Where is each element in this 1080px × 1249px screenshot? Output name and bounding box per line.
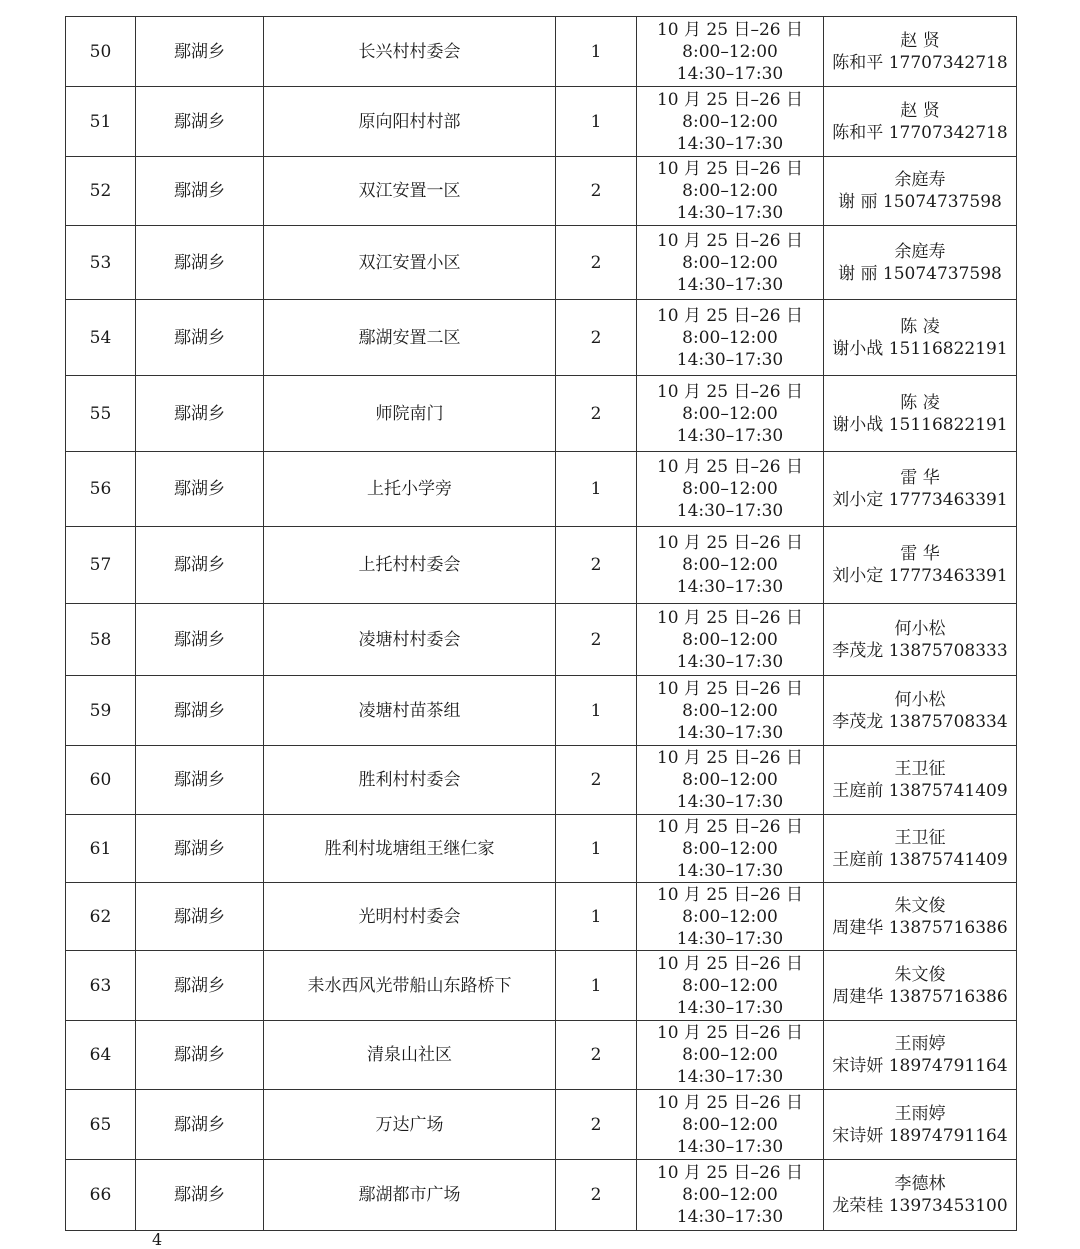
- table-row: [66, 17, 1017, 87]
- contact-cell-leader: 雷 华: [900, 468, 940, 488]
- count-cell: [556, 87, 637, 157]
- time-cell: [637, 604, 824, 676]
- site-cell: [264, 452, 556, 527]
- time-cell-am: 8:00–12:00: [682, 479, 778, 499]
- row-number-cell-no: 54: [89, 327, 112, 348]
- time-cell-am: 8:00–12:00: [682, 1185, 778, 1205]
- count-cell-count: 1: [590, 111, 602, 132]
- contact-cell: [824, 604, 1017, 676]
- site-cell: [264, 883, 556, 951]
- row-number-cell-no: 64: [89, 1045, 112, 1065]
- site-cell: [264, 17, 556, 87]
- time-cell-am: 8:00–12:00: [682, 629, 778, 650]
- row-number-cell-no: 62: [89, 906, 112, 927]
- row-number-cell-no: 58: [89, 629, 112, 650]
- contact-cell-leader: 何小松: [894, 618, 946, 639]
- table-row: [66, 300, 1017, 376]
- time-cell-date: 10 月 25 日–26 日: [656, 230, 803, 251]
- table-row: [66, 1160, 1017, 1231]
- time-cell-am: 8:00–12:00: [682, 700, 778, 721]
- town-cell-town: 鄢湖乡: [174, 770, 225, 790]
- contact-cell: [824, 157, 1017, 226]
- time-cell-am: 8:00–12:00: [682, 555, 778, 575]
- time-cell: [637, 376, 824, 452]
- time-cell-am: 8:00–12:00: [682, 111, 778, 132]
- contact-cell: [824, 300, 1017, 376]
- time-cell-am: 8:00–12:00: [682, 181, 778, 201]
- row-number-cell-no: 60: [89, 770, 112, 790]
- site-cell-site: 凌塘村苗茶组: [358, 700, 461, 721]
- page-number: 4: [152, 1230, 163, 1249]
- time-cell-pm: 14:30–17:30: [676, 425, 784, 446]
- town-cell: [136, 746, 264, 815]
- time-cell-date: 10 月 25 日–26 日: [656, 381, 803, 402]
- site-cell-site: 胜利村村委会: [358, 770, 461, 790]
- contact-cell-contact: 刘小定 17773463391: [832, 566, 1008, 586]
- row-number-cell-no: 53: [89, 252, 112, 273]
- contact-cell-contact: 谢 丽 15074737598: [838, 192, 1002, 212]
- time-cell: [637, 676, 824, 746]
- contact-cell: [824, 1160, 1017, 1231]
- contact-cell-contact: 谢小战 15116822191: [832, 338, 1008, 359]
- row-number-cell-no: 63: [89, 975, 112, 996]
- row-number-cell: [66, 951, 136, 1021]
- town-cell: [136, 604, 264, 676]
- count-cell-count: 2: [590, 1045, 602, 1065]
- table-row: [66, 951, 1017, 1021]
- town-cell: [136, 376, 264, 452]
- site-cell-site: 师院南门: [375, 403, 444, 424]
- time-cell-pm: 14:30–17:30: [676, 1136, 784, 1157]
- time-cell: [637, 452, 824, 527]
- town-cell: [136, 1021, 264, 1090]
- count-cell: [556, 17, 637, 87]
- count-cell-count: 1: [590, 838, 602, 859]
- time-cell-date: 10 月 25 日–26 日: [656, 816, 803, 837]
- row-number-cell: [66, 376, 136, 452]
- site-cell: [264, 300, 556, 376]
- time-cell-pm: 14:30–17:30: [676, 1207, 784, 1227]
- time-cell: [637, 746, 824, 815]
- site-cell: [264, 1021, 556, 1090]
- table-row: [66, 226, 1017, 300]
- contact-cell-contact: 王庭前 13875741409: [832, 781, 1008, 801]
- contact-cell-leader: 赵 贤: [900, 100, 940, 121]
- row-number-cell-no: 56: [89, 479, 112, 499]
- town-cell: [136, 1160, 264, 1231]
- contact-cell-contact: 周建华 13875716386: [832, 986, 1008, 1007]
- row-number-cell: [66, 87, 136, 157]
- time-cell-date: 10 月 25 日–26 日: [656, 89, 803, 110]
- time-cell-date: 10 月 25 日–26 日: [656, 884, 803, 905]
- contact-cell-leader: 朱文俊: [894, 895, 946, 916]
- site-cell-site: 耒水西风光带船山东路桥下: [307, 975, 512, 996]
- time-cell: [637, 527, 824, 604]
- site-cell-site: 凌塘村村委会: [358, 629, 461, 650]
- count-cell-count: 2: [590, 629, 602, 650]
- table-row: [66, 676, 1017, 746]
- row-number-cell-no: 61: [89, 838, 112, 859]
- site-cell-site: 胜利村垅塘组王继仁家: [324, 838, 495, 859]
- town-cell-town: 鄢湖乡: [174, 700, 225, 721]
- time-cell-date: 10 月 25 日–26 日: [656, 19, 803, 40]
- count-cell: [556, 300, 637, 376]
- site-cell: [264, 527, 556, 604]
- row-number-cell-no: 52: [89, 181, 112, 201]
- table-row: [66, 87, 1017, 157]
- town-cell-town: 鄢湖乡: [174, 403, 225, 424]
- contact-cell: [824, 815, 1017, 883]
- time-cell-pm: 14:30–17:30: [676, 349, 784, 370]
- time-cell-pm: 14:30–17:30: [676, 928, 784, 949]
- count-cell: [556, 815, 637, 883]
- count-cell: [556, 226, 637, 300]
- contact-cell-contact: 刘小定 17773463391: [832, 490, 1008, 510]
- row-number-cell: [66, 17, 136, 87]
- site-cell: [264, 746, 556, 815]
- time-cell: [637, 883, 824, 951]
- site-cell-site: 双江安置一区: [358, 181, 461, 201]
- time-cell-date: 10 月 25 日–26 日: [656, 1092, 803, 1113]
- time-cell-am: 8:00–12:00: [682, 770, 778, 790]
- count-cell-count: 1: [590, 41, 602, 62]
- count-cell: [556, 527, 637, 604]
- time-cell-date: 10 月 25 日–26 日: [656, 305, 803, 326]
- site-cell: [264, 226, 556, 300]
- time-cell-am: 8:00–12:00: [682, 1045, 778, 1065]
- time-cell: [637, 17, 824, 87]
- site-cell: [264, 604, 556, 676]
- town-cell-town: 鄢湖乡: [174, 838, 225, 859]
- table-row: [66, 452, 1017, 527]
- time-cell: [637, 226, 824, 300]
- row-number-cell: [66, 1090, 136, 1160]
- time-cell: [637, 1090, 824, 1160]
- contact-cell-leader: 陈 凌: [900, 316, 940, 337]
- site-cell-site: 上托小学旁: [367, 479, 452, 499]
- row-number-cell: [66, 883, 136, 951]
- town-cell-town: 鄢湖乡: [174, 1114, 225, 1135]
- time-cell-date: 10 月 25 日–26 日: [656, 159, 803, 179]
- count-cell: [556, 1090, 637, 1160]
- row-number-cell: [66, 1021, 136, 1090]
- site-cell-site: 上托村村委会: [358, 555, 461, 575]
- row-number-cell-no: 65: [89, 1114, 112, 1135]
- count-cell: [556, 376, 637, 452]
- time-cell-pm: 14:30–17:30: [676, 133, 784, 154]
- count-cell-count: 1: [590, 479, 602, 499]
- town-cell: [136, 815, 264, 883]
- contact-cell-leader: 余庭寿: [894, 241, 946, 262]
- time-cell-pm: 14:30–17:30: [676, 651, 784, 672]
- town-cell: [136, 157, 264, 226]
- time-cell: [637, 300, 824, 376]
- count-cell-count: 2: [590, 1114, 602, 1135]
- contact-cell-contact: 宋诗妍 18974791164: [832, 1056, 1008, 1076]
- contact-cell-contact: 陈和平 17707342718: [832, 122, 1008, 143]
- count-cell-count: 2: [590, 252, 602, 273]
- contact-cell: [824, 452, 1017, 527]
- table-row: [66, 1090, 1017, 1160]
- time-cell-am: 8:00–12:00: [682, 41, 778, 62]
- site-cell: [264, 87, 556, 157]
- table-row: [66, 157, 1017, 226]
- count-cell-count: 1: [590, 906, 602, 927]
- count-cell: [556, 1160, 637, 1231]
- site-cell-site: 光明村村委会: [358, 906, 461, 927]
- contact-cell: [824, 951, 1017, 1021]
- town-cell: [136, 527, 264, 604]
- contact-cell-leader: 余庭寿: [894, 170, 946, 190]
- time-cell-date: 10 月 25 日–26 日: [656, 953, 803, 974]
- time-cell-pm: 14:30–17:30: [676, 860, 784, 881]
- contact-cell-leader: 王雨婷: [894, 1034, 946, 1054]
- time-cell: [637, 815, 824, 883]
- time-cell-date: 10 月 25 日–26 日: [656, 457, 803, 477]
- count-cell: [556, 676, 637, 746]
- town-cell-town: 鄢湖乡: [174, 1045, 225, 1065]
- time-cell-pm: 14:30–17:30: [676, 63, 784, 84]
- town-cell: [136, 452, 264, 527]
- time-cell-am: 8:00–12:00: [682, 327, 778, 348]
- row-number-cell-no: 51: [89, 111, 112, 132]
- count-cell: [556, 157, 637, 226]
- time-cell: [637, 157, 824, 226]
- contact-cell-contact: 谢小战 15116822191: [832, 414, 1008, 435]
- count-cell: [556, 452, 637, 527]
- town-cell: [136, 676, 264, 746]
- contact-cell-contact: 宋诗妍 18974791164: [832, 1125, 1008, 1146]
- town-cell-town: 鄢湖乡: [174, 327, 225, 348]
- town-cell-town: 鄢湖乡: [174, 629, 225, 650]
- row-number-cell-no: 50: [89, 41, 112, 62]
- count-cell-count: 1: [590, 700, 602, 721]
- count-cell: [556, 604, 637, 676]
- contact-cell: [824, 1090, 1017, 1160]
- site-cell-site: 鄢湖都市广场: [358, 1185, 461, 1205]
- count-cell-count: 1: [590, 975, 602, 996]
- count-cell-count: 2: [590, 403, 602, 424]
- table-row: [66, 376, 1017, 452]
- site-cell: [264, 951, 556, 1021]
- town-cell: [136, 1090, 264, 1160]
- time-cell-date: 10 月 25 日–26 日: [656, 748, 803, 768]
- contact-cell-contact: 王庭前 13875741409: [832, 849, 1008, 870]
- time-cell-am: 8:00–12:00: [682, 1114, 778, 1135]
- town-cell-town: 鄢湖乡: [174, 975, 225, 996]
- town-cell: [136, 300, 264, 376]
- time-cell: [637, 87, 824, 157]
- time-cell-pm: 14:30–17:30: [676, 274, 784, 295]
- contact-cell-contact: 李茂龙 13875708333: [832, 640, 1008, 661]
- contact-cell-contact: 谢 丽 15074737598: [838, 263, 1002, 284]
- count-cell-count: 2: [590, 181, 602, 201]
- town-cell: [136, 17, 264, 87]
- contact-cell: [824, 87, 1017, 157]
- time-cell-pm: 14:30–17:30: [676, 577, 784, 597]
- site-cell-site: 清泉山社区: [367, 1045, 452, 1065]
- town-cell-town: 鄢湖乡: [174, 906, 225, 927]
- contact-cell-contact: 陈和平 17707342718: [832, 52, 1008, 73]
- row-number-cell: [66, 815, 136, 883]
- contact-cell: [824, 1021, 1017, 1090]
- contact-cell-leader: 朱文俊: [894, 964, 946, 985]
- table-row: [66, 883, 1017, 951]
- contact-cell: [824, 746, 1017, 815]
- contact-cell: [824, 527, 1017, 604]
- contact-cell-leader: 王卫征: [894, 759, 946, 779]
- time-cell-date: 10 月 25 日–26 日: [656, 1023, 803, 1043]
- table-row: [66, 815, 1017, 883]
- town-cell-town: 鄢湖乡: [174, 1185, 225, 1205]
- site-cell: [264, 676, 556, 746]
- time-cell-date: 10 月 25 日–26 日: [656, 1163, 803, 1183]
- contact-cell-leader: 王雨婷: [894, 1103, 946, 1124]
- time-cell-pm: 14:30–17:30: [676, 1067, 784, 1087]
- contact-cell: [824, 883, 1017, 951]
- contact-cell: [824, 676, 1017, 746]
- count-cell: [556, 746, 637, 815]
- count-cell-count: 2: [590, 327, 602, 348]
- town-cell: [136, 951, 264, 1021]
- contact-cell: [824, 376, 1017, 452]
- count-cell: [556, 951, 637, 1021]
- site-cell-site: 万达广场: [375, 1114, 444, 1135]
- site-cell-site: 鄢湖安置二区: [358, 327, 461, 348]
- row-number-cell: [66, 300, 136, 376]
- town-cell-town: 鄢湖乡: [174, 252, 225, 273]
- table-row: [66, 746, 1017, 815]
- row-number-cell: [66, 746, 136, 815]
- row-number-cell-no: 59: [89, 700, 112, 721]
- town-cell-town: 鄢湖乡: [174, 479, 225, 499]
- row-number-cell: [66, 604, 136, 676]
- row-number-cell: [66, 452, 136, 527]
- table-body: [66, 17, 1017, 1231]
- time-cell-am: 8:00–12:00: [682, 403, 778, 424]
- site-cell: [264, 157, 556, 226]
- contact-cell-leader: 王卫征: [894, 827, 946, 848]
- time-cell-date: 10 月 25 日–26 日: [656, 607, 803, 628]
- row-number-cell: [66, 226, 136, 300]
- contact-cell-leader: 雷 华: [900, 544, 940, 564]
- contact-cell-leader: 陈 凌: [900, 392, 940, 413]
- site-cell: [264, 376, 556, 452]
- town-cell: [136, 87, 264, 157]
- time-cell-am: 8:00–12:00: [682, 252, 778, 273]
- contact-cell-contact: 李茂龙 13875708334: [832, 711, 1008, 732]
- town-cell-town: 鄢湖乡: [174, 111, 225, 132]
- contact-cell-leader: 赵 贤: [900, 30, 940, 51]
- table-row: [66, 604, 1017, 676]
- row-number-cell: [66, 676, 136, 746]
- site-cell-site: 双江安置小区: [358, 252, 461, 273]
- time-cell-date: 10 月 25 日–26 日: [656, 678, 803, 699]
- contact-cell: [824, 226, 1017, 300]
- time-cell-pm: 14:30–17:30: [676, 501, 784, 521]
- row-number-cell: [66, 1160, 136, 1231]
- town-cell-town: 鄢湖乡: [174, 181, 225, 201]
- time-cell-date: 10 月 25 日–26 日: [656, 533, 803, 553]
- contact-cell-contact: 周建华 13875716386: [832, 917, 1008, 938]
- town-cell: [136, 226, 264, 300]
- contact-cell-leader: 李德林: [894, 1174, 946, 1194]
- time-cell-pm: 14:30–17:30: [676, 203, 784, 223]
- site-cell-site: 长兴村村委会: [358, 41, 461, 62]
- town-cell-town: 鄢湖乡: [174, 41, 225, 62]
- table-row: [66, 527, 1017, 604]
- time-cell-pm: 14:30–17:30: [676, 792, 784, 812]
- time-cell-am: 8:00–12:00: [682, 838, 778, 859]
- contact-cell: [824, 17, 1017, 87]
- time-cell: [637, 951, 824, 1021]
- count-cell-count: 2: [590, 555, 602, 575]
- row-number-cell-no: 57: [89, 555, 112, 575]
- time-cell: [637, 1160, 824, 1231]
- site-cell: [264, 1090, 556, 1160]
- contact-cell-contact: 龙荣桂 13973453100: [832, 1196, 1008, 1216]
- time-cell-pm: 14:30–17:30: [676, 997, 784, 1018]
- site-cell-site: 原向阳村村部: [358, 111, 461, 132]
- row-number-cell-no: 66: [89, 1185, 112, 1205]
- time-cell-pm: 14:30–17:30: [676, 722, 784, 743]
- count-cell: [556, 1021, 637, 1090]
- row-number-cell: [66, 157, 136, 226]
- town-cell: [136, 883, 264, 951]
- count-cell-count: 2: [590, 770, 602, 790]
- time-cell-am: 8:00–12:00: [682, 975, 778, 996]
- site-cell: [264, 815, 556, 883]
- row-number-cell: [66, 527, 136, 604]
- row-number-cell-no: 55: [89, 403, 112, 424]
- table-row: [66, 1021, 1017, 1090]
- contact-cell-leader: 何小松: [894, 689, 946, 710]
- time-cell-am: 8:00–12:00: [682, 906, 778, 927]
- count-cell-count: 2: [590, 1185, 602, 1205]
- schedule-table: [65, 16, 1017, 1231]
- town-cell-town: 鄢湖乡: [174, 555, 225, 575]
- site-cell: [264, 1160, 556, 1231]
- time-cell: [637, 1021, 824, 1090]
- count-cell: [556, 883, 637, 951]
